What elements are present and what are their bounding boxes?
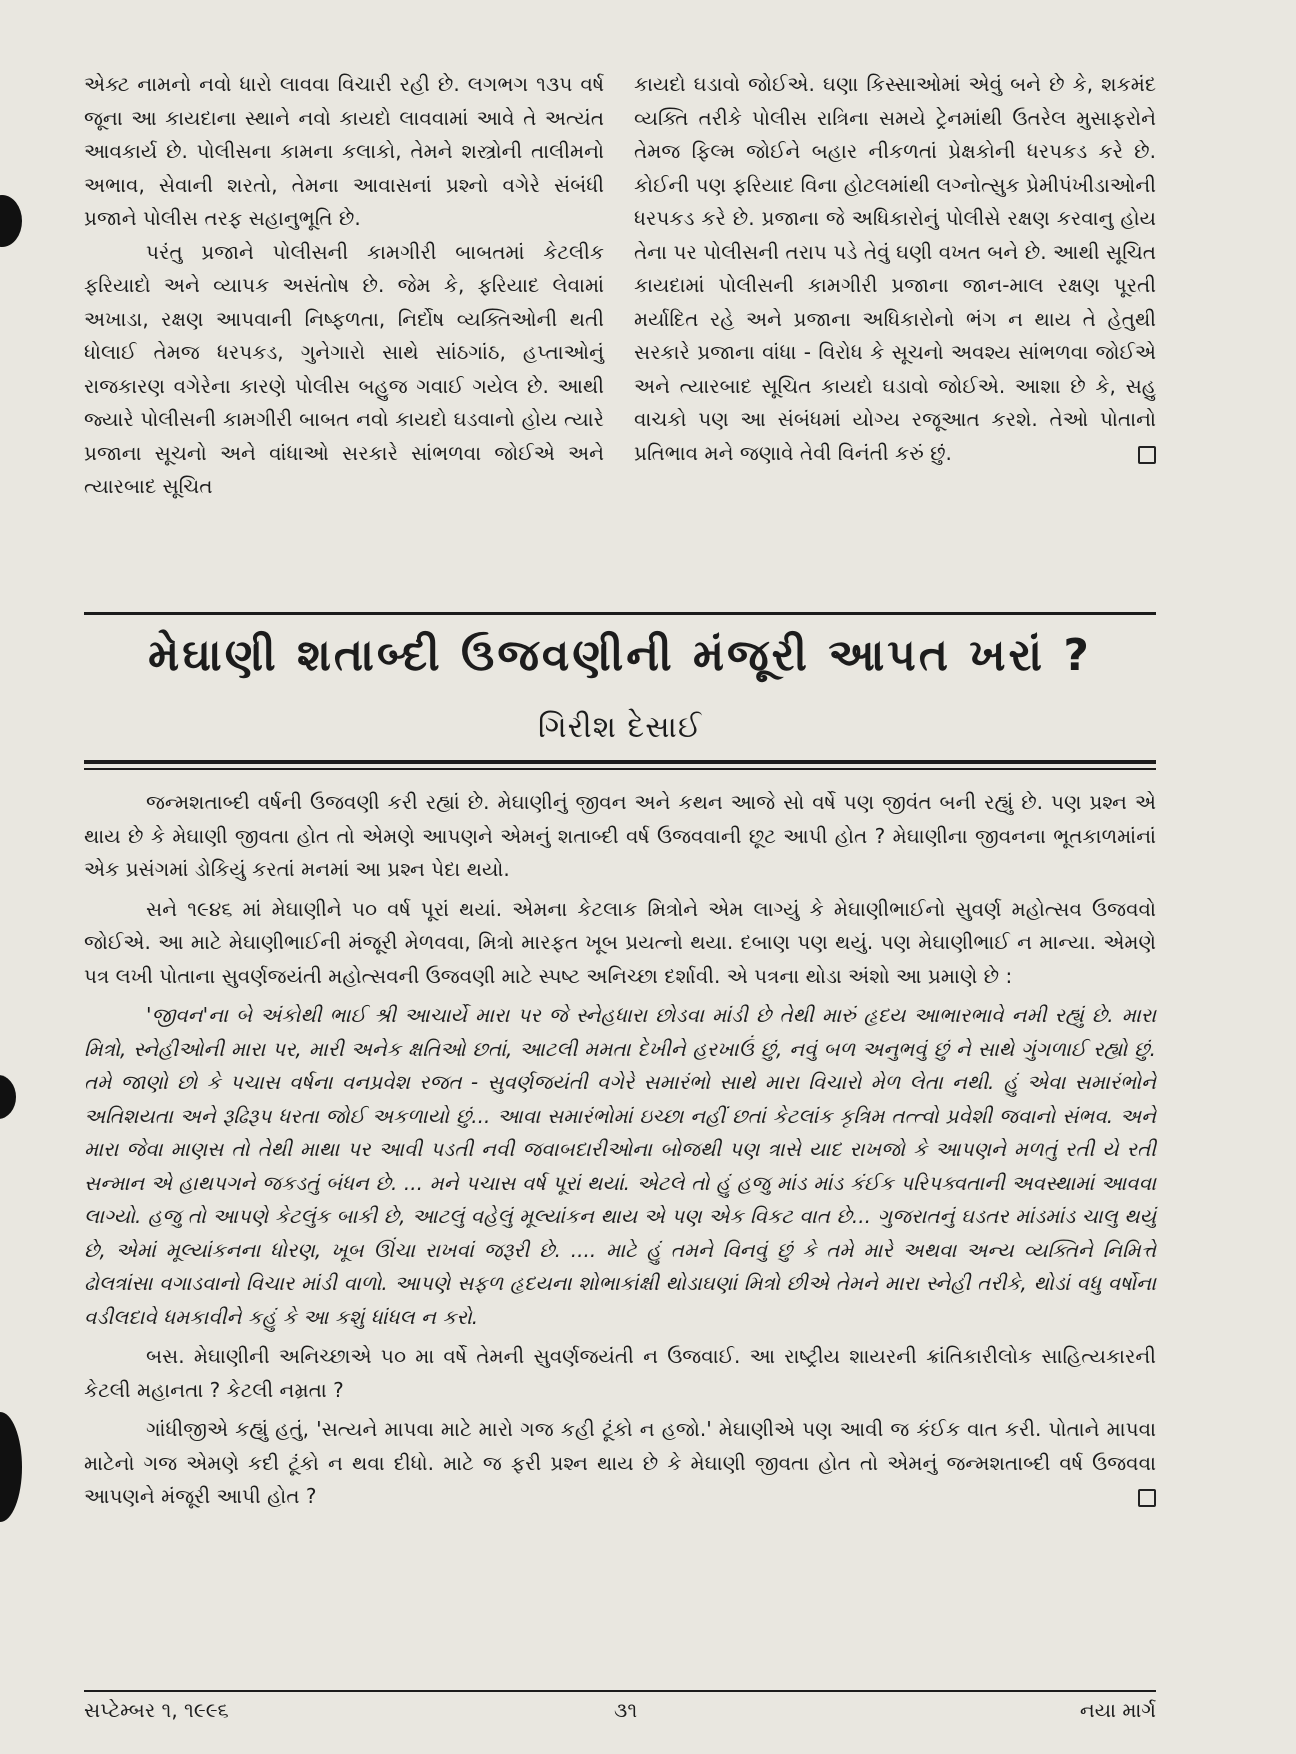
footer-date: સપ્ટેમ્બર ૧, ૧૯૯૬	[84, 1698, 229, 1722]
article-end-mark-box-icon	[1138, 1489, 1156, 1507]
footer-magazine-name: નયા માર્ગ	[1079, 1698, 1156, 1722]
author-double-rule-bottom	[84, 768, 1156, 770]
article-paragraph-4: ગાંધીજીએ કહ્યું હતું, 'સત્યને માપવા માટે મારો ગજ કહી ટૂંકો ન હજો.' મેઘાણીએ પણ આવી જ કંઈક વાત કરી. પોતાને માપવા માટેનો ગજ એમણે કદી ટૂંકો ન થવા દીધો. માટે જ ફરી પ્રશ્ન થાય છે કે મેઘાણી જીવતા હોત તો એમનું જન્મશતાબ્દી વર્ષ ઉજવવા આપણને મંજૂરી આપી હોત ?	[84, 1417, 1156, 1508]
author-double-rule-top	[84, 760, 1156, 764]
page-tear-bottom	[0, 1412, 22, 1522]
page-tear-top	[0, 195, 22, 247]
article-paragraph-2: સને ૧૯૪૬ માં મેઘાણીને ૫૦ વર્ષ પૂરાં થયાં. એમના કેટલાક મિત્રોને એમ લાગ્યું કે મેઘાણીભાઈનો સુવર્ણ મહોત્સવ ઉજવવો જોઈએ. આ માટે મેઘાણીભાઈની મંજૂરી મેળવવા, મિત્રો મારફત ખૂબ પ્રયત્નો થયા. દબાણ પણ થયું. પણ મેઘાણીભાઈ ન માન્યા. એમણે પત્ર લખી પોતાના સુવર્ણજયંતી મહોત્સવની ઉજવણી માટે સ્પષ્ટ અનિચ્છા દર્શાવી. એ પત્રના થોડા અંશો આ પ્રમાણે છે :	[84, 896, 1156, 988]
article-paragraph-1: જન્મશતાબ્દી વર્ષની ઉજવણી કરી રહ્યાં છે. મેઘાણીનું જીવન અને કથન આજે સો વર્ષે પણ જીવંત બની રહ્યું છે. પણ પ્રશ્ન એ થાય છે કે મેઘાણી જીવતા હોત તો એમણે આપણને એમનું શતાબ્દી વર્ષ ઉજવવાની છૂટ આપી હોત ? મેઘાણીના જીવનના ભૂતકાળમાંનાં એક પ્રસંગમાં ડોકિયું કરતાં મનમાં આ પ્રશ્ન પેદા થયો.	[84, 790, 1156, 881]
article-author: ગિરીશ દેસાઈ	[537, 710, 703, 745]
left-column-paragraph-1: એક્ટ નામનો નવો ધારો લાવવા વિચારી રહી છે. લગભગ ૧૩૫ વર્ષ જૂના આ કાયદાના સ્થાને નવો કાયદો લાવવામાં આવે તે અત્યંત આવકાર્ય છે. પોલીસના કામના કલાકો, તેમને શસ્ત્રોની તાલીમનો અભાવ, સેવાની શરતો, તેમના આવાસનાં પ્રશ્નો વગેરે સંબંધી પ્રજાને પોલીસ તરફ સહાનુભૂતિ છે.	[84, 72, 604, 230]
right-column-paragraph-1: કાયદો ઘડાવો જોઈએ. ઘણા કિસ્સાઓમાં એવું બને છે કે, શકમંદ વ્યક્તિ તરીકે પોલીસ રાત્રિના સમયે ટ્રેનમાંથી ઉતરેલ મુસાફરોને તેમજ ફિલ્મ જોઈને બહાર નીકળતાં પ્રેક્ષકોની ધરપકડ કરે છે. કોઈની પણ ફરિયાદ વિના હોટલમાંથી લગ્નોત્સુક પ્રેમીપંખીડાઓની ધરપકડ કરે છે. પ્રજાના જે અધિકારોનું પોલીસે રક્ષણ કરવાનુ હોય તેના પર પોલીસની તરાપ પડે તેવું ઘણી વખત બને છે. આથી સૂચિત કાયદામાં પોલીસની કામગીરી પ્રજાના જાન-માલ રક્ષણ પૂરતી મર્યાદિત રહે અને પ્રજાના અધિકારોનો ભંગ ન થાય તે હેતુથી સરકારે પ્રજાના વાંધા - વિરોધ કે સૂચનો અવશ્ય સાંભળવા જોઈએ અને ત્યારબાદ સૂચિત કાયદો ઘડાવો જોઈએ. આશા છે કે, સહુ વાચકો પણ આ સંબંધમાં યોગ્ય રજૂઆત કરશે. તેઓ પોતાનો પ્રતિભાવ મને જણાવે તેવી વિનંતી કરું છું.	[634, 72, 1156, 465]
page-tear-middle	[0, 1075, 16, 1119]
article-paragraph-3: બસ. મેઘાણીની અનિચ્છાએ ૫૦ મા વર્ષે તેમની સુવર્ણજયંતી ન ઉજવાઈ. આ રાષ્ટ્રીય શાયરની ક્રાંતિકારીલોક સાહિત્યકારની કેટલી મહાનતા ? કેટલી નમ્રતા ?	[84, 1344, 1156, 1402]
end-mark-box-icon	[1138, 446, 1156, 464]
article-quote: 'જીવન'ના બે અંકોથી ભાઈ શ્રી આચાર્યે મારા પર જે સ્નેહધારા છોડવા માંડી છે તેથી મારું હૃદય આભારભાવે નમી રહ્યું છે. મારા મિત્રો, સ્નેહીઓની મારા પર, મારી અનેક ક્ષતિઓ છતાં, આટલી મમતા દેખીને હરખાઉં છું, નવું બળ અનુભવું છું ને સાથે ગુંગળાઈ રહ્યો છું. તમે જાણો છો કે પચાસ વર્ષના વનપ્રવેશ રજત - સુવર્ણજયંતી વગેરે સમારંભો સાથે મારા વિચારો મેળ લેતા નથી. હું એવા સમારંભોને અતિશયતા અને રૂઢિરૂપ ધરતા જોઈ અકળાયો છું... આવા સમારંભોમાં ઇચ્છા નહીં છતાં કેટલાંક કૃત્રિમ તત્ત્વો પ્રવેશી જવાનો સંભવ. અને મારા જેવા માણસ તો તેથી માથા પર આવી પડતી નવી જવાબદારીઓના બોજથી પણ ત્રાસે યાદ રાખજો કે આપણને મળતું રતી યે રતી સન્માન એ હાથપગને જકડતું બંધન છે. ... મને પચાસ વર્ષ પૂરાં થયાં. એટલે તો હું હજુ માંડ માંડ કંઈક પરિપક્વતાની અવસ્થામાં આવવા લાગ્યો. હજુ તો આપણે કેટલુંક બાકી છે, આટલું વહેલું મૂલ્યાંકન થાય એ પણ એક વિકટ વાત છે... ગુજરાતનું ઘડતર માંડમાંડ ચાલુ થયું છે, એમાં મૂલ્યાંકનના ધોરણ, ખૂબ ઊંચા રાખવાં જરૂરી છે. .... માટે હું તમને વિનવું છું કે તમે મારે અથવા અન્ય વ્યક્તિને નિમિત્તે ઢોલત્રાંસા વગાડવાનો વિચાર માંડી વાળો. આપણે સફળ હૃદયના શોભાકાંક્ષી થોડાઘણાં મિત્રો છીએ તેમને મારા સ્નેહી તરીકે, થોડાં વધુ વર્ષોના વડીલદાવે ધમકાવીને કહું કે આ કશું ધાંધલ ન કરો.	[84, 1003, 1156, 1329]
footer-page-number: ૩૧	[614, 1698, 638, 1722]
article-body	[84, 786, 1156, 1520]
left-column	[84, 68, 604, 504]
footer-rule	[84, 1690, 1156, 1692]
page-footer	[84, 1698, 1156, 1732]
right-column	[634, 68, 1156, 470]
article-title: મેઘાણી શતાબ્દી ઉજવણીની મંજૂરી આપત ખરાં ?	[148, 630, 1092, 681]
left-column-paragraph-2: પરંતુ પ્રજાને પોલીસની કામગીરી બાબતમાં કેટલીક ફરિયાદો અને વ્યાપક અસંતોષ છે. જેમ કે, ફરિયાદ લેવામાં અખાડા, રક્ષણ આપવાની નિષ્ફળતા, નિર્દોષ વ્યક્તિઓની થતી ધોલાઈ તેમજ ધરપકડ, ગુનેગારો સાથે સાંઠગાંઠ, હપ્તાઓનું રાજકારણ વગેરેના કારણે પોલીસ બહુજ ગવાઈ ગયેલ છે. આથી જ્યારે પોલીસની કામગીરી બાબત નવો કાયદો ઘડવાનો હોય ત્યારે પ્રજાના સૂચનો અને વાંધાઓ સરકારે સાંભળવા જોઈએ અને ત્યારબાદ સૂચિત	[84, 239, 604, 498]
title-top-rule	[84, 612, 1156, 615]
